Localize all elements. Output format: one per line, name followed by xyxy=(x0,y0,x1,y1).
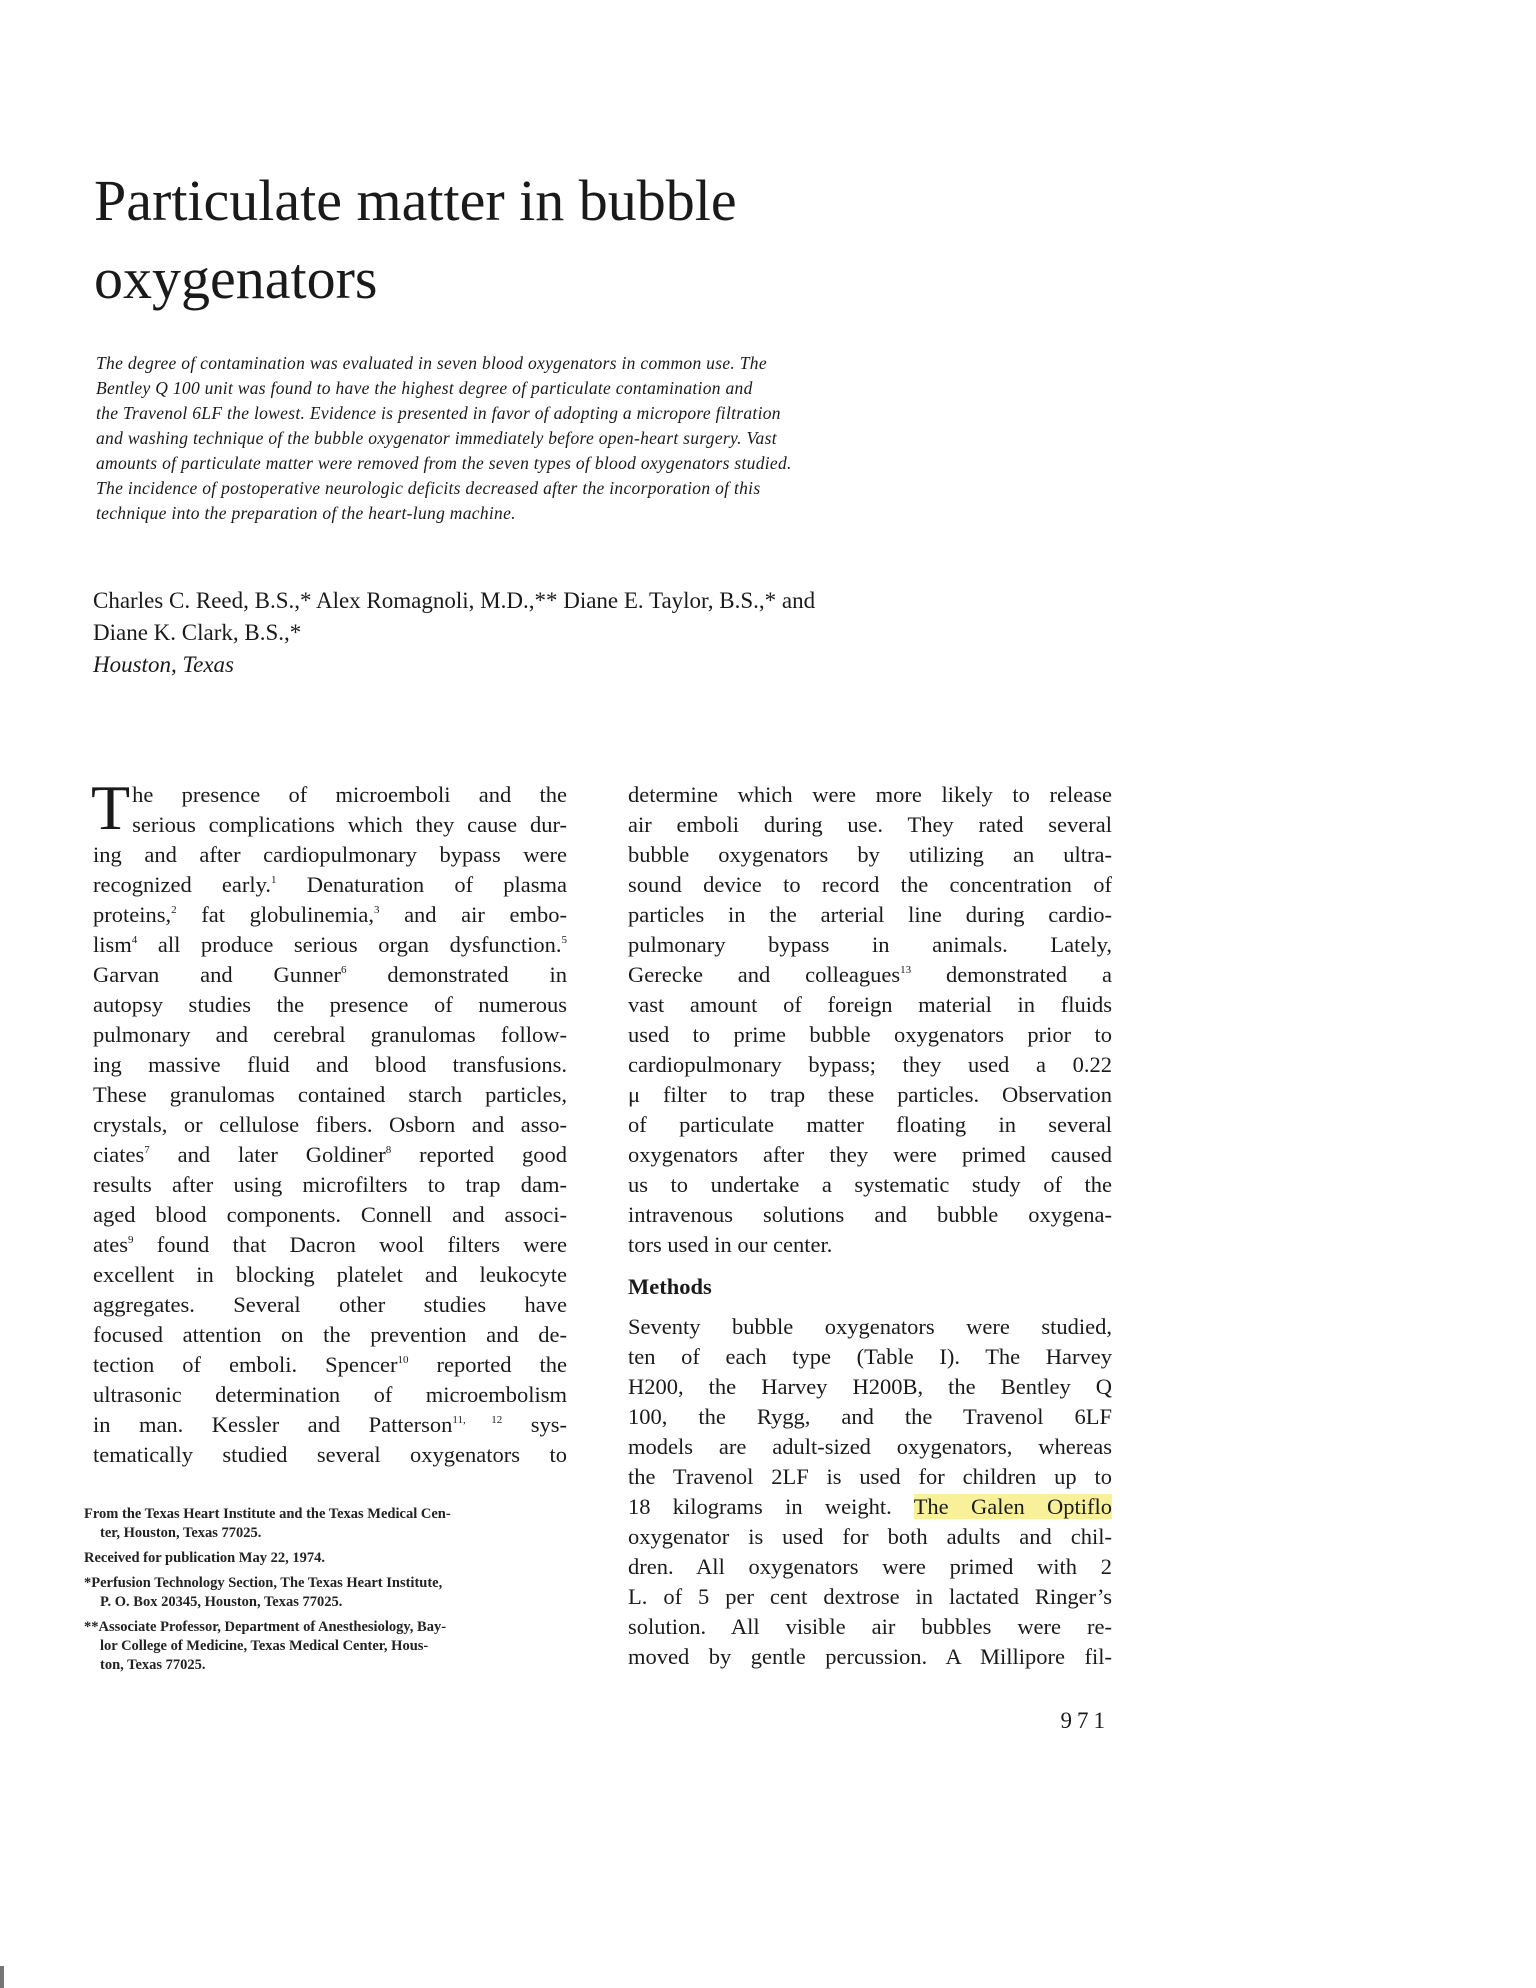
text-run: sound device to record the concentration of xyxy=(628,872,1112,897)
text-run: ing massive fluid and blood transfusions. xyxy=(93,1052,567,1077)
citation-ref: 10 xyxy=(397,1354,409,1366)
abstract-line: amounts of particulate matter were removed from the seven types of blood oxygenators studied. xyxy=(96,453,792,473)
text-run: of particulate matter floating in several xyxy=(628,1112,1112,1137)
text-run: oxygenators after they were primed caused xyxy=(628,1142,1112,1167)
text-line xyxy=(628,1612,1112,1642)
text-run: all produce serious organ dysfunction. xyxy=(137,932,562,957)
text-line xyxy=(93,1440,567,1470)
footnote-line: P. O. Box 20345, Houston, Texas 77025. xyxy=(100,1594,343,1610)
citation-ref: 9 xyxy=(127,1234,134,1246)
text-run: fat globulinemia, xyxy=(176,902,374,927)
text-run: recognized early. xyxy=(93,872,272,897)
text-line xyxy=(628,1110,1112,1140)
text-run: 18 kilograms in weight. xyxy=(628,1494,914,1519)
footnotes xyxy=(84,1505,567,1681)
text-run: proteins, xyxy=(93,902,172,927)
text-run: bubble oxygenators by utilizing an ultra- xyxy=(628,842,1112,867)
authors-line: Charles C. Reed, B.S.,* Alex Romagnoli, M.D.,** Diane E. Taylor, B.S.,* and xyxy=(93,588,816,613)
text-run: ultrasonic determination of microembolism xyxy=(93,1382,567,1407)
right-column xyxy=(628,780,1112,1672)
text-line xyxy=(628,1200,1112,1230)
text-run: ciates xyxy=(93,1142,145,1167)
text-run: crystals, or cellulose fibers. Osborn and asso- xyxy=(93,1112,567,1137)
text-run: pulmonary bypass in animals. Lately, xyxy=(628,932,1112,957)
text-line xyxy=(628,1140,1112,1170)
text-run: aggregates. Several other studies have xyxy=(93,1292,567,1317)
text-line xyxy=(628,900,1112,930)
text-run: autopsy studies the presence of numerous xyxy=(93,992,567,1017)
text-line xyxy=(93,1230,567,1260)
text-line xyxy=(628,1050,1112,1080)
citation-ref: 1 xyxy=(271,874,277,886)
footnote xyxy=(84,1549,567,1568)
footnote-line: *Perfusion Technology Section, The Texas Heart Institute, xyxy=(84,1575,443,1591)
footnote-line: ton, Texas 77025. xyxy=(100,1657,206,1673)
left-column xyxy=(91,772,567,1470)
text-line xyxy=(93,1080,567,1110)
text-run: H200, the Harvey H200B, the Bentley Q xyxy=(628,1374,1112,1399)
author-list xyxy=(93,585,1093,681)
drop-cap: T xyxy=(91,772,131,843)
citation-ref: 6 xyxy=(340,964,347,976)
author-location: Houston, Texas xyxy=(93,652,234,677)
text-line xyxy=(93,930,567,960)
text-run: reported good xyxy=(391,1142,567,1167)
footnote xyxy=(84,1505,567,1543)
text-line xyxy=(93,1320,567,1350)
text-line xyxy=(628,870,1112,900)
text-line xyxy=(93,1350,567,1380)
footnote-line: Received for publication May 22, 1974. xyxy=(84,1550,325,1566)
abstract-line: The degree of contamination was evaluated in seven blood oxygenators in common use. The xyxy=(96,353,767,373)
text-line xyxy=(93,900,567,930)
text-run: determine which were more likely to release xyxy=(628,782,1112,807)
footnote-line: ter, Houston, Texas 77025. xyxy=(100,1525,262,1541)
page-number: 971 xyxy=(1060,1708,1110,1733)
text-run: found that Dacron wool filters were xyxy=(133,1232,567,1257)
abstract-line: The incidence of postoperative neurologic deficits decreased after the incorporation of this xyxy=(96,478,761,498)
citation-ref: 2 xyxy=(171,904,177,916)
text-line xyxy=(628,1462,1112,1492)
authors-line-2 xyxy=(93,617,1093,681)
text-run: in man. Kessler and Patterson xyxy=(93,1412,453,1437)
text-run: moved by gentle percussion. A Millipore fil- xyxy=(628,1644,1112,1669)
text-run: aged blood components. Connell and associ- xyxy=(93,1202,567,1227)
text-run: and air embo- xyxy=(379,902,567,927)
article-title xyxy=(94,162,994,318)
right-column-intro xyxy=(628,780,1112,1260)
scan-mark xyxy=(0,1966,4,1988)
text-run: reported the xyxy=(408,1352,567,1377)
text-line xyxy=(628,780,1112,810)
text-line xyxy=(628,1342,1112,1372)
text-run: Gerecke and colleagues xyxy=(628,962,901,987)
text-run: tematically studied several oxygenators to xyxy=(93,1442,567,1467)
text-run: solution. All visible air bubbles were re- xyxy=(628,1614,1112,1639)
text-line xyxy=(93,1290,567,1320)
text-run: air emboli during use. They rated several xyxy=(628,812,1112,837)
citation-ref: 3 xyxy=(373,904,380,916)
text-line xyxy=(93,990,567,1020)
section-gap xyxy=(628,1260,1112,1270)
text-run: 100, the Rygg, and the Travenol 6LF xyxy=(628,1404,1112,1429)
highlighted-text: The Galen Optiflo xyxy=(913,1494,1113,1519)
text-run: the Travenol 2LF is used for children up to xyxy=(628,1464,1112,1489)
abstract-line: technique into the preparation of the heart-lung machine. xyxy=(96,503,516,523)
section-gap xyxy=(628,1302,1112,1312)
text-run: oxygenator is used for both adults and chil- xyxy=(628,1524,1112,1549)
text-run: excellent in blocking platelet and leukocyte xyxy=(93,1262,567,1287)
text-run: intravenous solutions and bubble oxygena- xyxy=(628,1202,1112,1227)
text-run: dren. All oxygenators were primed with 2 xyxy=(628,1554,1112,1579)
title-line: oxygenators xyxy=(94,246,378,311)
text-run: Garvan and Gunner xyxy=(93,962,341,987)
text-run: ten of each type (Table I). The Harvey xyxy=(628,1344,1112,1369)
text-run: he presence of microemboli and the xyxy=(132,782,567,807)
text-run: L. of 5 per cent dextrose in lactated Ringer’s xyxy=(628,1584,1112,1609)
text-line xyxy=(93,810,567,840)
text-line xyxy=(93,1110,567,1140)
text-line xyxy=(628,810,1112,840)
text-line xyxy=(628,990,1112,1020)
text-line xyxy=(628,1582,1112,1612)
left-column-text xyxy=(91,772,567,1470)
text-line xyxy=(628,1552,1112,1582)
text-line xyxy=(93,870,567,900)
text-line xyxy=(628,960,1112,990)
text-line xyxy=(93,1170,567,1200)
text-run: ates xyxy=(93,1232,128,1257)
text-run: demonstrated a xyxy=(911,962,1112,987)
text-line xyxy=(93,1020,567,1050)
text-line xyxy=(628,1432,1112,1462)
text-run: results after using microfilters to trap dam- xyxy=(93,1172,567,1197)
text-run: used to prime bubble oxygenators prior to xyxy=(628,1022,1112,1047)
citation-ref: 7 xyxy=(144,1144,150,1156)
text-run: serious complications which they cause dur- xyxy=(132,812,567,837)
text-line xyxy=(93,780,567,810)
text-line xyxy=(93,1260,567,1290)
text-run: ing and after cardiopulmonary bypass were xyxy=(93,842,567,867)
text-run: pulmonary and cerebral granulomas follow- xyxy=(93,1022,567,1047)
text-line xyxy=(93,1140,567,1170)
text-run: focused attention on the prevention and de- xyxy=(93,1322,567,1347)
text-run: demonstrated in xyxy=(346,962,567,987)
abstract-line: the Travenol 6LF the lowest. Evidence is presented in favor of adopting a micropore filtration xyxy=(96,403,781,423)
text-line xyxy=(628,1230,1112,1260)
citation-ref: 4 xyxy=(131,934,138,946)
methods-text xyxy=(628,1312,1112,1672)
abstract-line: and washing technique of the bubble oxygenator immediately before open-heart surgery. Vast xyxy=(96,428,777,448)
text-run: Denaturation of plasma xyxy=(276,872,567,897)
text-run: vast amount of foreign material in fluids xyxy=(628,992,1112,1017)
footnote-line: From the Texas Heart Institute and the Texas Medical Cen- xyxy=(84,1506,451,1522)
text-run: and later Goldiner xyxy=(149,1142,386,1167)
methods-heading: Methods xyxy=(628,1274,712,1299)
authors-names: Diane K. Clark, B.S.,* xyxy=(93,620,302,645)
text-line xyxy=(93,840,567,870)
citation-ref: 8 xyxy=(385,1144,392,1156)
citation-ref: 13 xyxy=(900,964,912,976)
title-line: Particulate matter in bubble xyxy=(94,168,737,233)
text-line xyxy=(628,1170,1112,1200)
text-run: us to undertake a systematic study of the xyxy=(628,1172,1112,1197)
text-run: particles in the arterial line during cardio- xyxy=(628,902,1112,927)
text-line xyxy=(628,1522,1112,1552)
text-run: tors used in our center. xyxy=(628,1232,833,1257)
citation-ref: 11, 12 xyxy=(452,1414,503,1426)
text-run: μ filter to trap these particles. Observation xyxy=(628,1082,1112,1107)
text-run: tection of emboli. Spencer xyxy=(93,1352,398,1377)
footnote-line: lor College of Medicine, Texas Medical Center, Hous- xyxy=(100,1638,429,1654)
text-run: sys- xyxy=(502,1412,567,1437)
text-run: cardiopulmonary bypass; they used a 0.22 xyxy=(628,1052,1112,1077)
footnote xyxy=(84,1618,567,1675)
text-line xyxy=(628,840,1112,870)
text-line xyxy=(628,930,1112,960)
text-line xyxy=(93,1050,567,1080)
text-run: models are adult-sized oxygenators, whereas xyxy=(628,1434,1112,1459)
text-run: Seventy bubble oxygenators were studied, xyxy=(628,1314,1112,1339)
abstract-line: Bentley Q 100 unit was found to have the highest degree of particulate contamination and xyxy=(96,378,753,398)
abstract xyxy=(96,351,996,526)
text-line xyxy=(628,1642,1112,1672)
text-line xyxy=(628,1492,1112,1522)
text-line xyxy=(628,1372,1112,1402)
text-line xyxy=(93,960,567,990)
text-line xyxy=(628,1020,1112,1050)
text-line xyxy=(93,1380,567,1410)
text-run: These granulomas contained starch particles, xyxy=(93,1082,567,1107)
text-run: lism xyxy=(93,932,132,957)
text-line xyxy=(628,1402,1112,1432)
text-line xyxy=(93,1410,567,1440)
text-line xyxy=(628,1312,1112,1342)
text-line xyxy=(93,1200,567,1230)
citation-ref: 5 xyxy=(561,934,567,946)
text-line xyxy=(628,1080,1112,1110)
footnote xyxy=(84,1574,567,1612)
footnote-line: **Associate Professor, Department of Anesthesiology, Bay- xyxy=(84,1619,447,1635)
